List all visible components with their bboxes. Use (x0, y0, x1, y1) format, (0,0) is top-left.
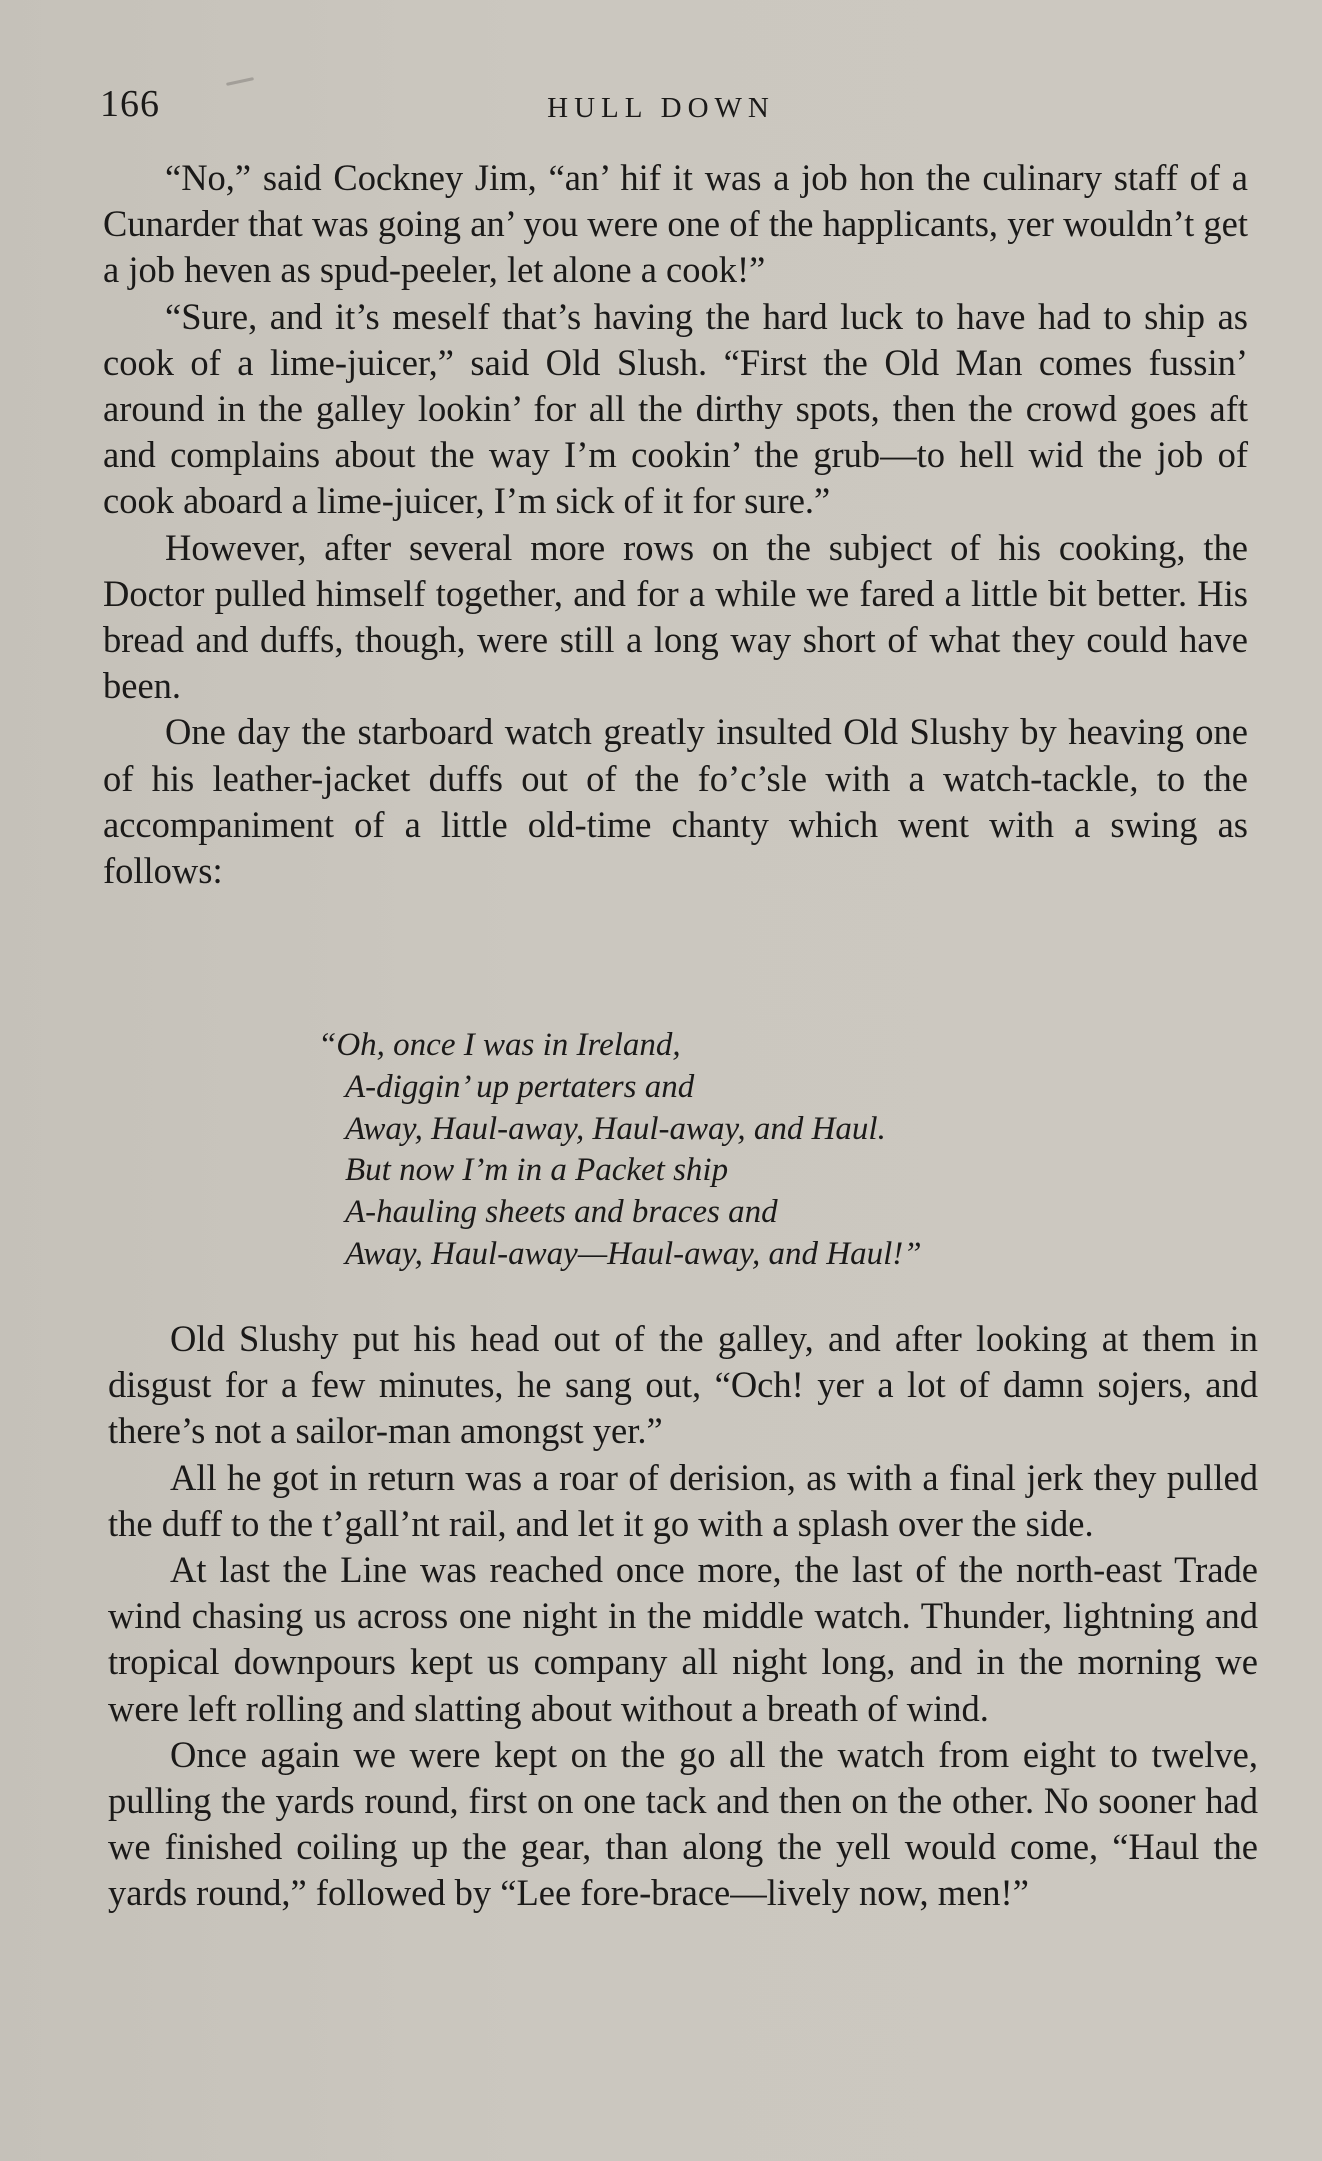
verse-line: Away, Haul-away—Haul-away, and Haul!” (345, 1235, 922, 1272)
paragraph: Old Slushy put his head out of the galley, and after looking at them in disgust for a few minutes, he sang out, “Och! yer a lot of damn sojers, and there’s not a sailor-man amongst yer.” (108, 1318, 1258, 1452)
verse-line: Away, Haul-away, Haul-away, and Haul. (345, 1110, 886, 1147)
verse-line: “Oh, once I was in Ireland, (318, 1027, 681, 1063)
verse-line: But now I’m in a Packet ship (345, 1152, 729, 1189)
verse-line: A-diggin’ up pertaters and (345, 1068, 695, 1105)
page-number: 166 (100, 83, 160, 125)
running-title: HULL DOWN (547, 92, 775, 124)
verse-line: A-hauling sheets and braces and (345, 1194, 778, 1231)
paragraph: “Sure, and it’s meself that’s having the hard luck to have had to ship as cook of a lime-juicer,” said Old Slush. “First the Old Man comes fussin’ around in the galley lookin’ for all the dirthy spots, then the crowd goes aft and complains about the way I’m cookin’ the grub—to hell wid the job of cook aboard a lime-juicer, I’m sick of it for sure.” (103, 295, 1248, 522)
paragraph: All he got in return was a roar of derision, as with a final jerk they pulled the duff to the t’gall’nt rail, and let it go with a splash over the side. (108, 1456, 1258, 1544)
body-text-bottom (108, 1316, 1258, 1917)
paragraph: At last the Line was reached once more, the last of the north-east Trade wind chasing us across one night in the middle watch. Thunder, lightning and tropical downpours kept us company all night long, and in the morning we were left rolling and slatting about without a breath of wind. (108, 1549, 1258, 1729)
paragraph: “No,” said Cockney Jim, “an’ hif it was a job hon the culinary staff of a Cunarder that was going an’ you were one of the happlicants, yer wouldn’t get a job heven as spud-peeler, let alone a cook!” (103, 157, 1248, 291)
paragraph: However, after several more rows on the subject of his cooking, the Doctor pulled himself together, and for a while we fared a little bit better. His bread and duffs, though, were still a long way short of what they could have been. (103, 526, 1248, 707)
chanty-verse (318, 1025, 922, 1276)
ink-mark (226, 77, 254, 86)
paragraph: Once again we were kept on the go all the watch from eight to twelve, pulling the yards round, first on one tack and then on the other. No sooner had we finished coiling up the gear, than along the yell would come, “Haul the yards round,” followed by “Lee fore-brace—lively now, men!” (108, 1733, 1258, 1914)
body-text-top (103, 155, 1248, 894)
paragraph: One day the starboard watch greatly insulted Old Slushy by heaving one of his leather-jacket duffs out of the fo’c’sle with a watch-tackle, to the accompaniment of a little old-time chanty which went with a swing as follows: (103, 711, 1248, 892)
